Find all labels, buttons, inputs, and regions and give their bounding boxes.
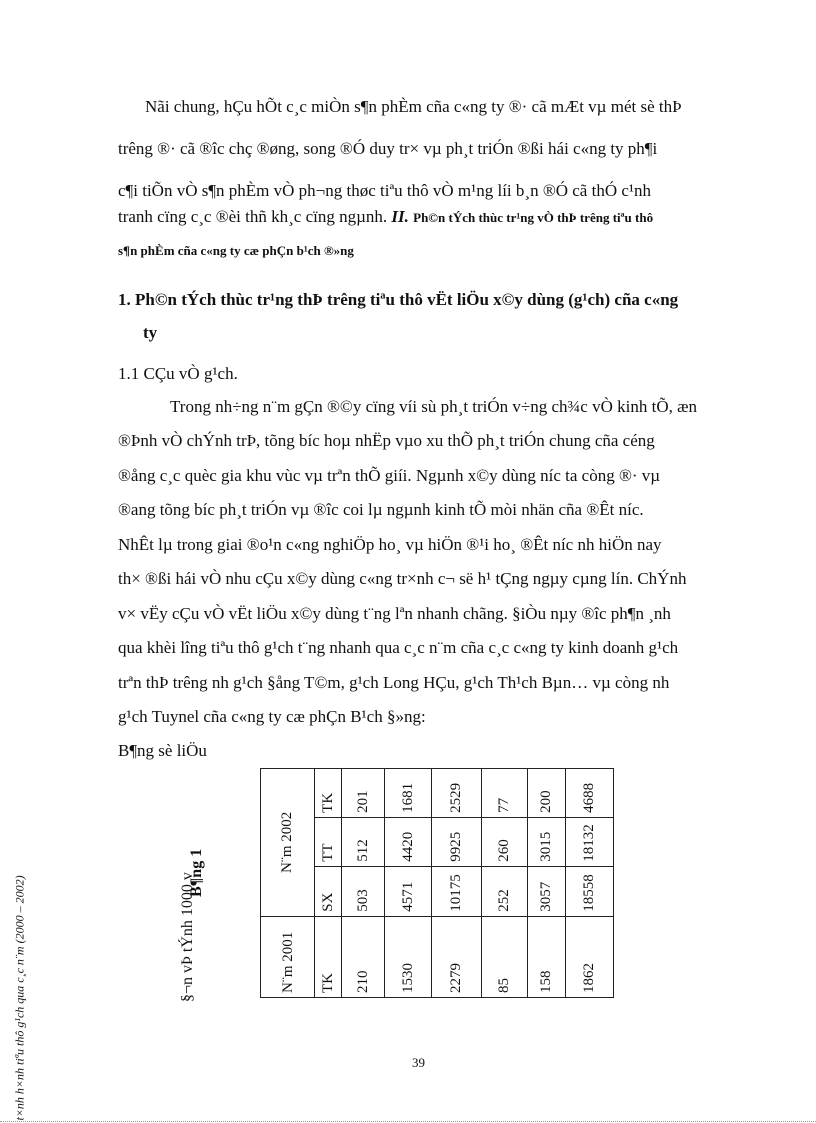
cell-tt: 18132 xyxy=(566,817,614,866)
body-line-9: trªn thÞ trêng nh g¹ch §ång T©m, g¹ch Long HÇu, g¹ch Th¹ch Bµn… vµ còng nh xyxy=(118,673,670,692)
table-label: B¶ng sè liÖu xyxy=(118,741,207,760)
section-title-part-1: Ph©n tÝch thùc tr¹ng vÒ thÞ trêng tiªu thô xyxy=(413,210,654,225)
cell-tt: 260 xyxy=(482,817,528,866)
section-number: II. xyxy=(391,207,409,226)
sub-heading-1-1: 1.1 CÇu vÒ g¹ch. xyxy=(118,364,238,383)
cell-tk2002: 1681 xyxy=(385,769,432,818)
cell-tt: 3015 xyxy=(528,817,566,866)
cell-tk2001: 85 xyxy=(482,916,528,997)
cell-tk2001: 1862 xyxy=(566,916,614,997)
body-line-6: th× ®ßi hái vÒ nhu cÇu x©y dùng c«ng tr×nh c¬ së h¹ tÇng ngµy cµng lín. ChÝnh xyxy=(118,569,687,588)
page-number: 39 xyxy=(412,1055,425,1070)
cell-sx: 252 xyxy=(482,866,528,916)
cell-tk2002: 2529 xyxy=(432,769,482,818)
cell-tk2001: 210 xyxy=(342,916,385,997)
header-sx: SX xyxy=(315,866,342,916)
cell-sx: 3057 xyxy=(528,866,566,916)
section-title-part-2: s¶n phÈm cña c«ng ty cæ phÇn b¹ch ®»ng xyxy=(118,243,354,258)
table-row xyxy=(342,769,385,998)
body-line-3: ®ång c¸c quèc gia khu vùc vµ trªn thÕ giíi. Ngµnh x©y dùng níc ta còng ®· vµ xyxy=(118,466,661,485)
intro-line-2: trêng ®· cã ®îc chç ®øng, song ®Ó duy tr× vµ ph¸t triÓn ®ßi hái c«ng ty ph¶i xyxy=(118,139,658,158)
table-row xyxy=(432,769,482,998)
intro-line-3: c¶i tiÕn vÒ s¶n phÈm vÒ ph¬ng thøc tiªu thô vÒ m¹ng líi b¸n ®Ó cã thÓ c¹nh xyxy=(118,181,651,200)
body-line-4: ®ang tõng bíc ph¸t triÓn vµ ®îc coi lµ ngµnh kinh tÕ mòi nhän cña ®Êt níc. xyxy=(118,500,644,519)
body-line-2: ®Þnh vÒ chÝnh trÞ, tõng bíc hoµ nhËp vµo xu thÕ ph¸t triÓn chung cña céng xyxy=(118,431,655,450)
intro-line-4 xyxy=(118,200,653,235)
cell-tt: 9925 xyxy=(432,817,482,866)
cell-sx: 10175 xyxy=(432,866,482,916)
cell-tk2002: 4688 xyxy=(566,769,614,818)
cell-sx: 4571 xyxy=(385,866,432,916)
table-number: B¶ng 1 xyxy=(188,848,205,897)
cell-tk2002: 77 xyxy=(482,769,528,818)
side-caption: t×nh h×nh tiªu thô g¹ch qua c¸c n¨m (2000 – 2002) xyxy=(12,875,27,1121)
body-line-1: Trong nh÷ng n¨m gÇn ®©y cïng víi sù ph¸t triÓn v÷ng ch¾c vÒ kinh tÕ, æn xyxy=(170,397,697,416)
cell-tk2001: 158 xyxy=(528,916,566,997)
table-row xyxy=(482,769,528,998)
cell-tt: 512 xyxy=(342,817,385,866)
table-row xyxy=(566,769,614,998)
body-line-10: g¹ch Tuynel cña c«ng ty cæ phÇn B¹ch §»ng: xyxy=(118,707,426,726)
cell-tk2001: 2279 xyxy=(432,916,482,997)
cell-tk2002: 201 xyxy=(342,769,385,818)
header-tk-2001: TK xyxy=(315,916,342,997)
heading-1-line-2: ty xyxy=(143,323,158,342)
cell-sx: 503 xyxy=(342,866,385,916)
header-tt: TT xyxy=(315,817,342,866)
cell-tk2002: 200 xyxy=(528,769,566,818)
body-line-7: v× vËy cÇu vÒ vËt liÖu x©y dùng t¨ng lªn nhanh chãng. §iÒu nµy ®îc ph¶n ¸nh xyxy=(118,604,671,623)
table-row xyxy=(385,769,432,998)
footer-dotted-rule xyxy=(0,1121,816,1122)
intro-line-4-text: tranh cïng c¸c ®èi thñ kh¸c cïng ngµnh. xyxy=(118,207,388,226)
heading-1-line-1: 1. Ph©n tÝch thùc tr¹ng thÞ trêng tiªu thô vËt liÖu x©y dùng (g¹ch) cña c«ng xyxy=(118,290,679,309)
header-year-2001: N¨m 2001 xyxy=(261,916,315,997)
data-table xyxy=(260,768,614,998)
data-table-region xyxy=(260,768,632,998)
cell-sx: 18558 xyxy=(566,866,614,916)
intro-line-1: Nãi chung, hÇu hÕt c¸c miÒn s¶n phÈm cña c«ng ty ®· cã mÆt vµ mét sè thÞ xyxy=(145,97,682,116)
unit-label: §¬n vÞ tÝnh 1000 v xyxy=(179,872,196,1002)
cell-tt: 4420 xyxy=(385,817,432,866)
header-tk-2002: TK xyxy=(315,769,342,818)
cell-tk2001: 1530 xyxy=(385,916,432,997)
body-line-8: qua khèi lîng tiªu thô g¹ch t¨ng nhanh qua c¸c n¨m cña c¸c c«ng ty kinh doanh g¹ch xyxy=(118,638,679,657)
table-row xyxy=(528,769,566,998)
body-line-5: NhÊt lµ trong giai ®o¹n c«ng nghiÖp ho¸ vµ hiÖn ®¹i ho¸ ®Êt níc nh hiÖn nay xyxy=(118,535,662,554)
header-year-2002: N¨m 2002 xyxy=(261,769,315,917)
